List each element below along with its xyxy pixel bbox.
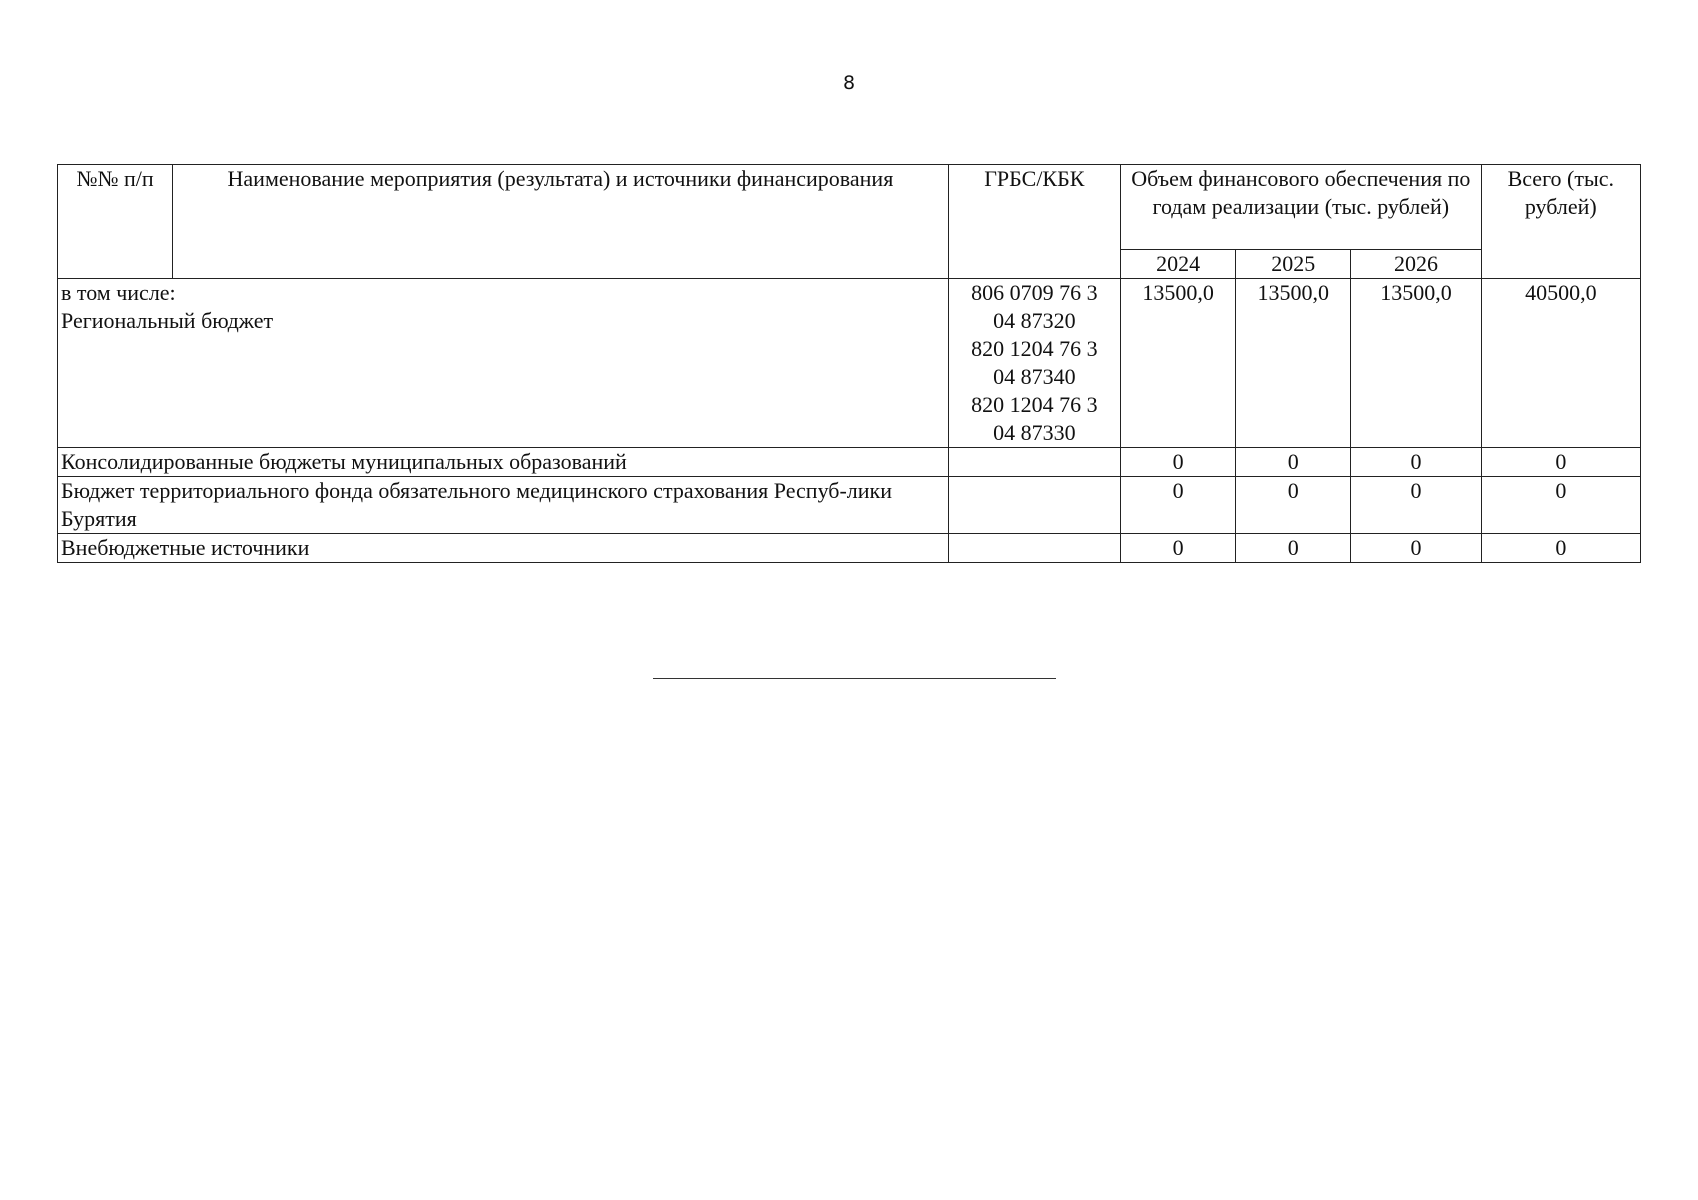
value-total: 0 (1481, 477, 1640, 534)
value-2026: 0 (1351, 448, 1481, 477)
value-2025: 0 (1236, 477, 1351, 534)
header-row (58, 165, 1641, 250)
code-line: 820 1204 76 3 (971, 336, 1098, 361)
header-volume: Объем финансового обеспечения по годам реализации (тыс. рублей) (1120, 165, 1481, 250)
value-2025: 0 (1236, 448, 1351, 477)
header-total: Всего (тыс. рублей) (1481, 165, 1640, 279)
code-line: 04 87330 (993, 420, 1076, 445)
row-label: Консолидированные бюджеты муниципальных образований (58, 448, 949, 477)
financing-table (57, 164, 1641, 563)
header-num: №№ п/п (58, 165, 173, 279)
value-total: 0 (1481, 534, 1640, 563)
value-2026: 13500,0 (1351, 279, 1481, 448)
row-code (948, 477, 1120, 534)
page-number: 8 (842, 72, 856, 94)
value-2024: 0 (1120, 534, 1235, 563)
code-line: 04 87320 (993, 308, 1076, 333)
header-year-2026: 2026 (1351, 250, 1481, 279)
table-row (58, 448, 1641, 477)
row-codes (948, 279, 1120, 448)
row-label (58, 279, 949, 448)
end-divider (653, 678, 1056, 679)
table-row (58, 534, 1641, 563)
code-line: 820 1204 76 3 (971, 392, 1098, 417)
value-2025: 13500,0 (1236, 279, 1351, 448)
value-2026: 0 (1351, 477, 1481, 534)
value-2025: 0 (1236, 534, 1351, 563)
header-name: Наименование мероприятия (результата) и источники финансирования (173, 165, 948, 279)
table-row (58, 477, 1641, 534)
header-code: ГРБС/КБК (948, 165, 1120, 279)
value-2024: 13500,0 (1120, 279, 1235, 448)
row-code (948, 534, 1120, 563)
row-label-regional-budget: Региональный бюджет (61, 308, 274, 333)
code-line: 04 87340 (993, 364, 1076, 389)
header-year-2025: 2025 (1236, 250, 1351, 279)
row-label: Бюджет территориального фонда обязательного медицинского страхования Респуб-лики Бурятия (58, 477, 949, 534)
value-2024: 0 (1120, 448, 1235, 477)
table-row (58, 279, 1641, 448)
value-total: 0 (1481, 448, 1640, 477)
value-2026: 0 (1351, 534, 1481, 563)
code-line: 806 0709 76 3 (971, 280, 1098, 305)
header-year-2024: 2024 (1120, 250, 1235, 279)
row-label-subheading: в том числе: (61, 280, 176, 305)
row-label: Внебюджетные источники (58, 534, 949, 563)
value-2024: 0 (1120, 477, 1235, 534)
row-code (948, 448, 1120, 477)
value-total: 40500,0 (1481, 279, 1640, 448)
